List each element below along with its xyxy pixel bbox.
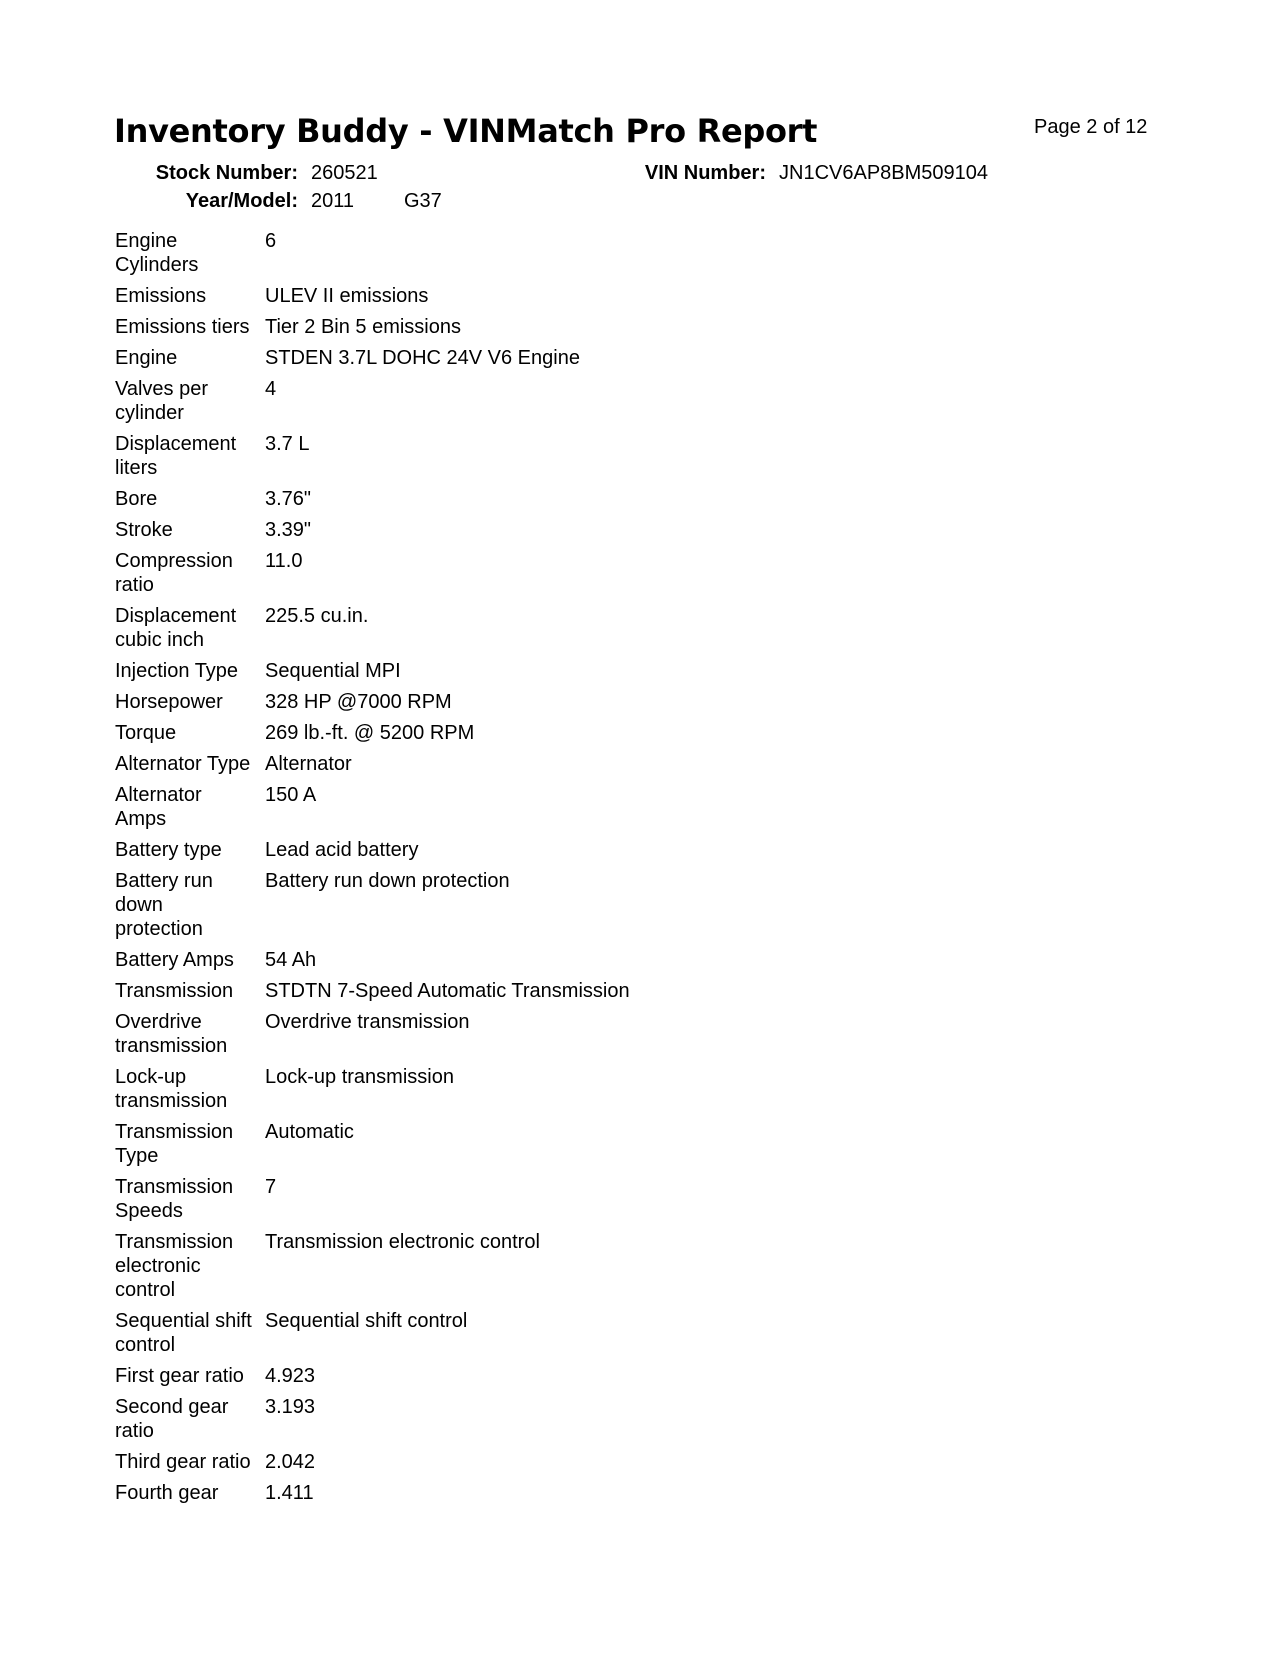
vin-number-label: VIN Number: — [644, 162, 766, 184]
spec-value: Transmission electronic control — [265, 1231, 540, 1253]
spec-row — [115, 487, 815, 511]
stock-number-label: Stock Number: — [155, 162, 298, 184]
spec-value: 2.042 — [265, 1451, 316, 1473]
spec-label: Injection Type — [115, 660, 239, 682]
spec-value: 11.0 — [265, 550, 303, 572]
spec-value: STDEN 3.7L DOHC 24V V6 Engine — [265, 347, 580, 369]
spec-row — [115, 1395, 815, 1443]
spec-value: STDTN 7-Speed Automatic Transmission — [265, 980, 630, 1002]
spec-row — [115, 948, 815, 972]
spec-value: 3.193 — [265, 1396, 316, 1418]
model-value: G37 — [404, 190, 442, 212]
spec-row — [115, 783, 815, 831]
spec-row — [115, 659, 815, 683]
spec-label: Displacement cubic inch — [115, 605, 237, 651]
spec-value: Sequential shift control — [265, 1310, 468, 1332]
spec-label: Stroke — [115, 519, 173, 541]
spec-list — [115, 229, 815, 1512]
spec-label: Emissions — [115, 285, 207, 307]
spec-label: Emissions tiers — [115, 316, 250, 338]
spec-value: 269 lb.-ft. @ 5200 RPM — [265, 722, 475, 744]
spec-label: Transmission Speeds — [115, 1176, 234, 1222]
spec-label: Torque — [115, 722, 177, 744]
spec-row — [115, 604, 815, 652]
spec-value: Tier 2 Bin 5 emissions — [265, 316, 461, 338]
stock-number-value: 260521 — [311, 162, 378, 184]
spec-row — [115, 1010, 815, 1058]
spec-row — [115, 1175, 815, 1223]
spec-label: Transmission Type — [115, 1121, 234, 1167]
vin-number-value: JN1CV6AP8BM509104 — [779, 162, 989, 184]
spec-value: 4 — [265, 378, 277, 400]
spec-label: First gear ratio — [115, 1365, 244, 1387]
spec-row — [115, 284, 815, 308]
spec-label: Lock-up transmission — [115, 1066, 228, 1112]
spec-row — [115, 315, 815, 339]
spec-value: 3.39" — [265, 519, 312, 541]
spec-label: Overdrive transmission — [115, 1011, 228, 1057]
spec-value: Lock-up transmission — [265, 1066, 454, 1088]
report-title: Inventory Buddy - VINMatch Pro Report — [114, 112, 818, 150]
spec-label: Horsepower — [115, 691, 223, 713]
spec-label: Alternator Type — [115, 753, 251, 775]
spec-label: Transmission — [115, 980, 234, 1002]
spec-row — [115, 229, 815, 277]
spec-row — [115, 432, 815, 480]
spec-row — [115, 721, 815, 745]
spec-value: 225.5 cu.in. — [265, 605, 369, 627]
spec-row — [115, 1309, 815, 1357]
spec-row — [115, 752, 815, 776]
spec-value: 54 Ah — [265, 949, 317, 971]
spec-value: 7 — [265, 1176, 277, 1198]
spec-row — [115, 1230, 815, 1302]
spec-label: Alternator Amps — [115, 784, 202, 830]
spec-value: Sequential MPI — [265, 660, 401, 682]
spec-label: Sequential shift control — [115, 1310, 252, 1356]
spec-row — [115, 1120, 815, 1168]
spec-row — [115, 690, 815, 714]
spec-value: 3.7 L — [265, 433, 310, 455]
spec-value: 6 — [265, 230, 277, 252]
spec-label: Compression ratio — [115, 550, 233, 596]
spec-label: Bore — [115, 488, 158, 510]
spec-row — [115, 377, 815, 425]
spec-label: Transmission electronic control — [115, 1231, 234, 1301]
spec-label: Battery type — [115, 839, 222, 861]
year-value: 2011 — [311, 190, 355, 212]
spec-row — [115, 1364, 815, 1388]
spec-label: Battery Amps — [115, 949, 234, 971]
spec-row — [115, 518, 815, 542]
spec-value: ULEV II emissions — [265, 285, 429, 307]
spec-value: Overdrive transmission — [265, 1011, 470, 1033]
spec-value: Lead acid battery — [265, 839, 419, 861]
spec-value: 328 HP @7000 RPM — [265, 691, 452, 713]
spec-label: Engine Cylinders — [115, 230, 199, 276]
spec-label: Third gear ratio — [115, 1451, 251, 1473]
spec-value: 4.923 — [265, 1365, 316, 1387]
spec-value: Alternator — [265, 753, 352, 775]
year-model-label: Year/Model: — [185, 190, 298, 212]
spec-row — [115, 1481, 815, 1505]
spec-row — [115, 838, 815, 862]
spec-value: Automatic — [265, 1121, 354, 1143]
spec-row — [115, 549, 815, 597]
spec-row — [115, 869, 815, 941]
spec-value: 1.411 — [265, 1482, 314, 1504]
spec-row — [115, 979, 815, 1003]
spec-label: Battery run down protection — [115, 870, 213, 940]
spec-row — [115, 1065, 815, 1113]
spec-row — [115, 1450, 815, 1474]
spec-label: Engine — [115, 347, 178, 369]
spec-row — [115, 346, 815, 370]
page-number: Page 2 of 12 — [1034, 116, 1148, 138]
spec-value: 150 A — [265, 784, 317, 806]
spec-label: Fourth gear — [115, 1482, 219, 1504]
spec-value: Battery run down protection — [265, 870, 510, 892]
spec-value: 3.76" — [265, 488, 312, 510]
spec-label: Second gear ratio — [115, 1396, 229, 1442]
spec-label: Valves per cylinder — [115, 378, 209, 424]
spec-label: Displacement liters — [115, 433, 237, 479]
